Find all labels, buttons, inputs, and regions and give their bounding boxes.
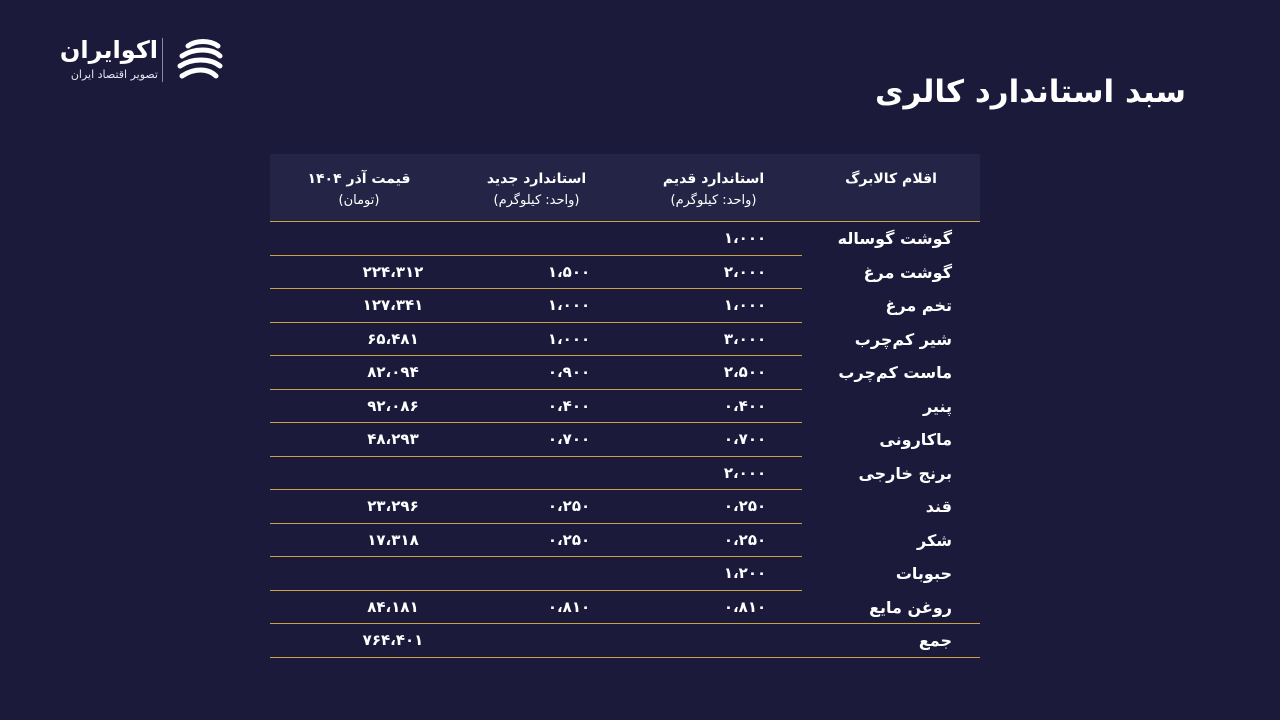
row-item: شکر — [917, 530, 952, 550]
row-new-value: ۰،۴۰۰ — [547, 396, 591, 415]
header-price — [270, 154, 448, 221]
header-new-unit: (واحد: کیلوگرم) — [493, 193, 580, 208]
row-new-value: ۰،۲۵۰ — [547, 530, 591, 549]
total-row — [270, 624, 980, 658]
calorie-basket-table — [270, 154, 980, 658]
row-old-value: ۲،۰۰۰ — [723, 463, 767, 482]
row-old-value: ۰،۲۵۰ — [723, 530, 767, 549]
table-row — [270, 289, 980, 323]
row-price — [328, 457, 458, 491]
row-old-value: ۰،۲۵۰ — [723, 497, 767, 515]
row-old-value: ۰،۷۰۰ — [723, 430, 767, 448]
row-item: روغن مایع — [869, 597, 952, 617]
table-row — [270, 323, 980, 357]
row-item: شیر کم‌چرب — [854, 329, 952, 349]
row-old-value: ۱،۰۰۰ — [723, 296, 767, 314]
row-item: ماست کم‌چرب — [838, 363, 952, 382]
row-price: ۶۵،۴۸۱ — [367, 329, 419, 348]
row-price: ۱۷،۳۱۸ — [367, 530, 419, 549]
header-old-standard — [625, 154, 802, 221]
header-new-standard — [448, 154, 625, 221]
logo-swirl-icon — [174, 34, 226, 86]
header-item — [802, 154, 980, 221]
header-item-label: اقلام کالابرگ — [845, 171, 937, 187]
table-row — [270, 557, 980, 591]
row-new-value — [504, 222, 634, 256]
brand-logo — [40, 34, 230, 90]
row-price: ۲۳،۲۹۶ — [367, 497, 419, 515]
row-item: تخم مرغ — [885, 296, 952, 315]
row-new-value: ۱،۵۰۰ — [547, 262, 591, 281]
row-new-value: ۰،۸۱۰ — [547, 597, 591, 616]
header-old-label: استاندارد قدیم — [662, 171, 765, 187]
row-new-value: ۰،۹۰۰ — [547, 363, 591, 381]
total-label: جمع — [918, 631, 952, 650]
row-new-value: ۰،۲۵۰ — [547, 497, 591, 515]
logo-name: اکوایران — [59, 36, 158, 64]
row-item: گوشت مرغ — [863, 262, 952, 282]
table-row — [270, 457, 980, 491]
table-row — [270, 524, 980, 558]
row-item: پنیر — [922, 396, 952, 416]
row-price: ۱۲۷،۳۴۱ — [362, 296, 424, 314]
row-price: ۴۸،۲۹۳ — [367, 430, 419, 448]
table-header — [270, 154, 980, 222]
logo-tagline: تصویر اقتصاد ایران — [70, 68, 158, 81]
row-item: حبوبات — [895, 564, 952, 583]
row-old-value: ۱،۰۰۰ — [723, 229, 767, 247]
row-new-value: ۱،۰۰۰ — [547, 296, 591, 314]
row-new-value — [504, 557, 634, 591]
row-new-value: ۰،۷۰۰ — [547, 430, 591, 448]
header-new-label: استاندارد جدید — [486, 171, 587, 187]
row-price — [328, 222, 458, 256]
row-old-value: ۲،۵۰۰ — [723, 363, 767, 381]
row-old-value: ۰،۸۱۰ — [723, 597, 767, 616]
table-row — [270, 423, 980, 457]
table-row — [270, 490, 980, 524]
row-price: ۹۲،۰۸۶ — [367, 396, 419, 415]
row-old-value: ۰،۴۰۰ — [723, 396, 767, 415]
row-item: ماکارونی — [879, 430, 952, 449]
row-price: ۲۲۴،۳۱۲ — [362, 262, 424, 281]
table-row — [270, 356, 980, 390]
header-price-label: قیمت آذر ۱۴۰۴ — [307, 171, 411, 187]
row-old-value: ۱،۲۰۰ — [723, 564, 767, 582]
header-price-unit: (تومان) — [338, 193, 380, 208]
row-old-value: ۲،۰۰۰ — [723, 262, 767, 281]
table-row — [270, 390, 980, 424]
row-divider — [270, 657, 980, 658]
table-row — [270, 222, 980, 256]
row-new-value — [504, 457, 634, 491]
header-old-unit: (واحد: کیلوگرم) — [670, 193, 757, 208]
row-price — [328, 557, 458, 591]
row-item: قند — [925, 497, 952, 516]
row-new-value: ۱،۰۰۰ — [547, 329, 591, 348]
row-item: گوشت گوساله — [837, 229, 952, 248]
table-row — [270, 256, 980, 290]
row-price: ۸۴،۱۸۱ — [367, 597, 419, 616]
row-item: برنج خارجی — [858, 463, 952, 483]
logo-divider — [162, 38, 163, 82]
table-row — [270, 591, 980, 625]
page-title: سبد استاندارد کالری — [875, 74, 1186, 110]
row-old-value: ۳،۰۰۰ — [723, 329, 767, 348]
total-price: ۷۶۴،۴۰۱ — [362, 631, 424, 649]
row-price: ۸۲،۰۹۴ — [367, 363, 419, 381]
